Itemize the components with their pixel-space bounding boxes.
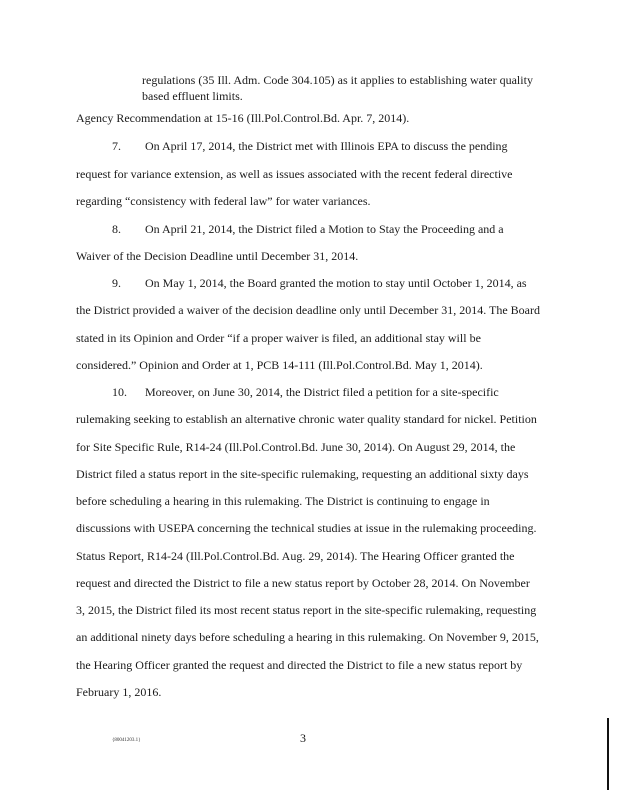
paragraph-line: for Site Specific Rule, R14-24 (Ill.Pol.Control.Bd. June 30, 2014). On August 29, 2014, the: [76, 440, 516, 454]
paragraph-number: 7.: [112, 139, 121, 153]
page-number: 3: [300, 731, 306, 745]
margin-bar: [607, 718, 609, 790]
paragraph-line: before scheduling a hearing in this rulemaking. The District is continuing to engage in: [76, 494, 490, 508]
paragraph-number: 8.: [112, 222, 121, 236]
paragraph-line: regarding “consistency with federal law” for water variances.: [76, 194, 371, 208]
paragraph-line: On April 21, 2014, the District filed a Motion to Stay the Proceeding and a: [145, 222, 504, 236]
paragraph-line: the Hearing Officer granted the request and directed the District to file a new status report by: [76, 658, 523, 672]
quote-line: regulations (35 Ill. Adm. Code 304.105) as it applies to establishing water quality: [142, 73, 533, 87]
paragraph-line: discussions with USEPA concerning the technical studies at issue in the rulemaking proceeding.: [76, 521, 537, 535]
document-id: {80041203.1}: [112, 738, 141, 743]
paragraph-line: the District provided a waiver of the decision deadline only until December 31, 2014. The Board: [76, 303, 540, 317]
paragraph-number: 9.: [112, 276, 121, 290]
paragraph-line: rulemaking seeking to establish an alternative chronic water quality standard for nickel. Petition: [76, 412, 537, 426]
quote-line: based effluent limits.: [142, 89, 243, 103]
paragraph-line: On April 17, 2014, the District met with Illinois EPA to discuss the pending: [145, 139, 508, 153]
paragraph-line: an additional ninety days before scheduling a hearing in this rulemaking. On November 9, 2015,: [76, 630, 539, 644]
paragraph-number: 10.: [112, 385, 127, 399]
paragraph-line: February 1, 2016.: [76, 685, 162, 699]
paragraph-line: request and directed the District to file a new status report by October 28, 2014. On November: [76, 576, 530, 590]
paragraph-line: Status Report, R14-24 (Ill.Pol.Control.Bd. Aug. 29, 2014). The Hearing Officer granted the: [76, 549, 515, 563]
paragraph-line: District filed a status report in the site-specific rulemaking, requesting an additional sixty days: [76, 467, 529, 481]
paragraph-line: 3, 2015, the District filed its most recent status report in the site-specific rulemaking, requesting: [76, 603, 537, 617]
paragraph-line: On May 1, 2014, the Board granted the motion to stay until October 1, 2014, as: [145, 276, 527, 290]
paragraph-line: Waiver of the Decision Deadline until December 31, 2014.: [76, 249, 359, 263]
citation-line: Agency Recommendation at 15-16 (Ill.Pol.Control.Bd. Apr. 7, 2014).: [76, 111, 410, 125]
paragraph-line: considered.” Opinion and Order at 1, PCB 14-111 (Ill.Pol.Control.Bd. May 1, 2014).: [76, 358, 483, 372]
paragraph-line: request for variance extension, as well as issues associated with the recent federal directive: [76, 167, 513, 181]
paragraph-line: Moreover, on June 30, 2014, the District filed a petition for a site-specific: [145, 385, 499, 399]
paragraph-line: stated in its Opinion and Order “if a proper waiver is filed, an additional stay will be: [76, 331, 481, 345]
